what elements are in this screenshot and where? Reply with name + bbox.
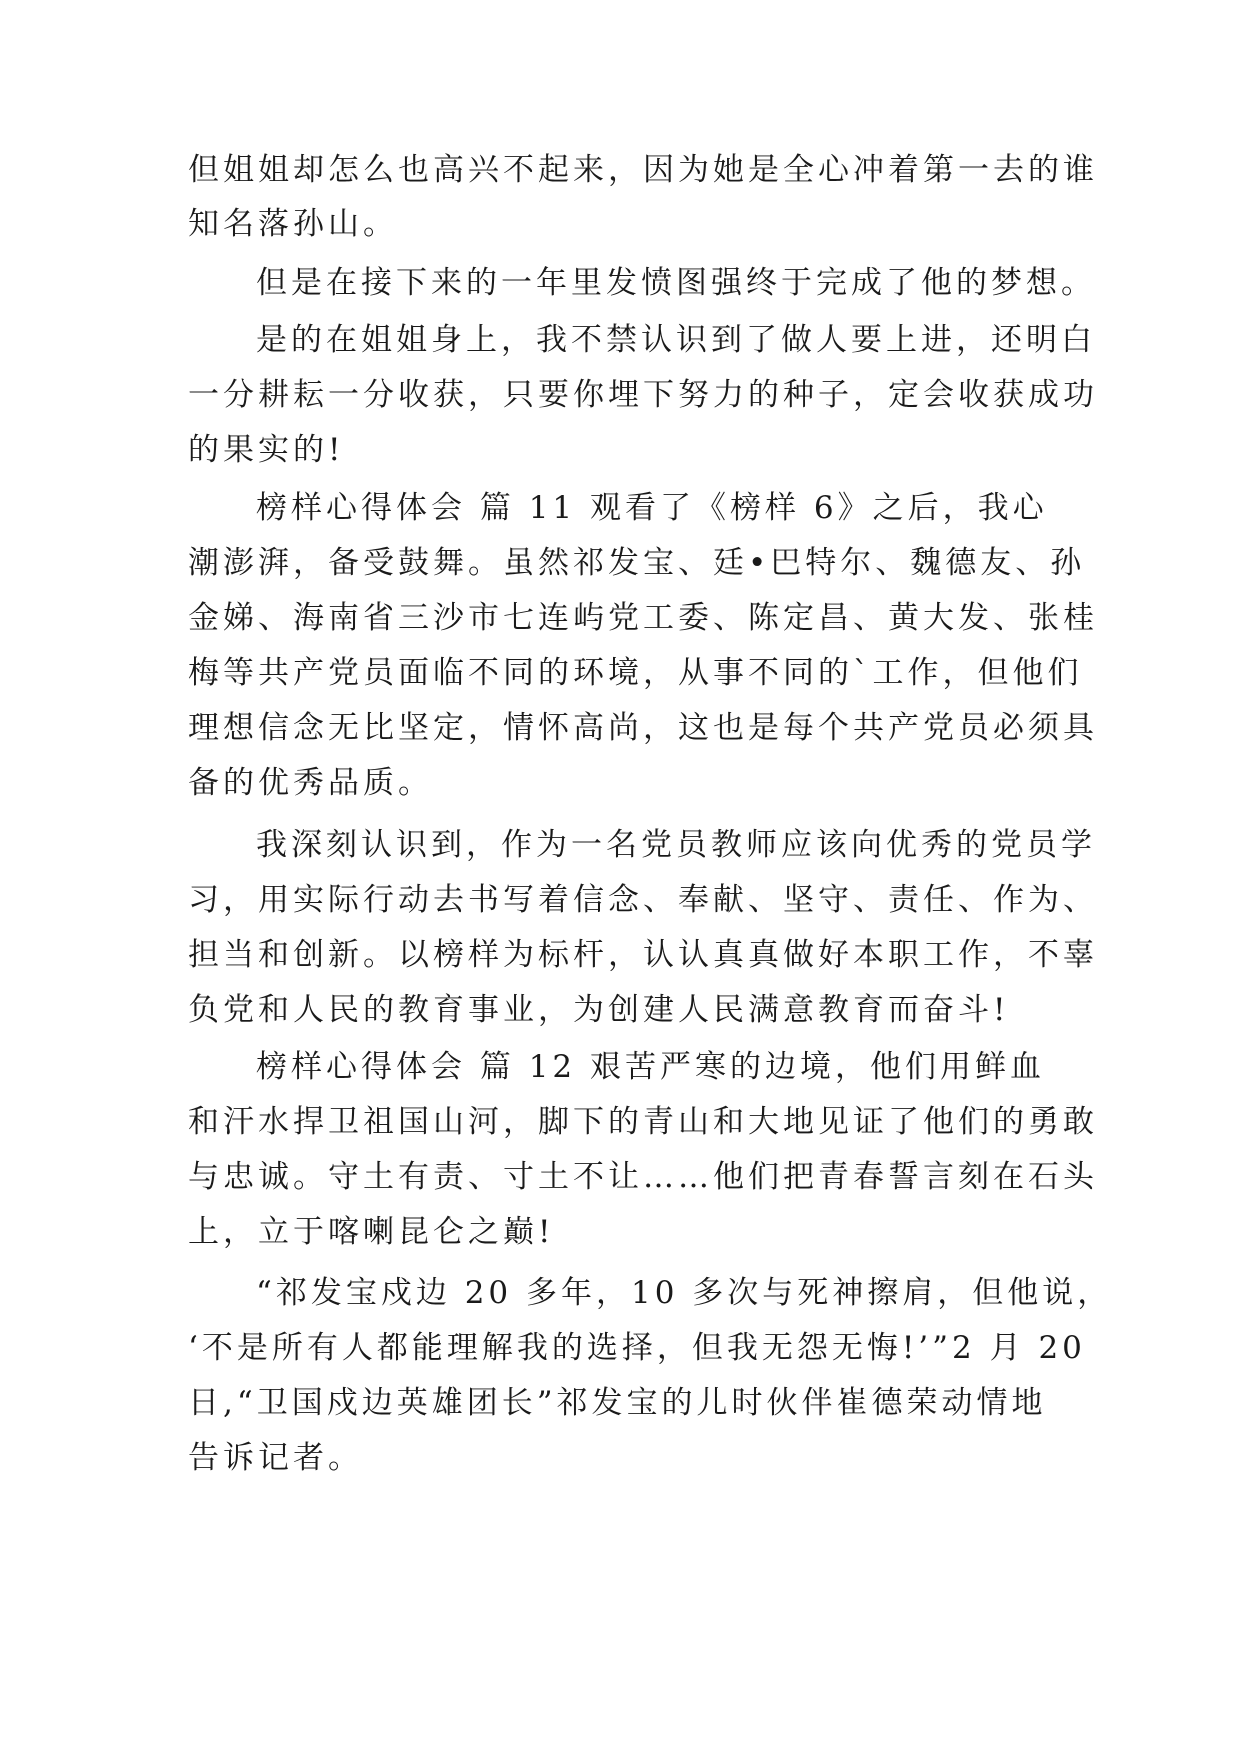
text-line: 负党和人民的教育事业，为创建人民满意教育而奋斗! <box>188 992 1010 1028</box>
text-line: 日,“卫国戍边英雄团长”祁发宝的儿时伙伴崔德荣动情地 <box>188 1385 1047 1421</box>
text-line: 潮澎湃，备受鼓舞。虽然祁发宝、廷•巴特尔、魏德友、孙 <box>188 545 1086 581</box>
text-line: 我深刻认识到，作为一名党员教师应该向优秀的党员学 <box>256 827 1096 863</box>
text-line: 梅等共产党员面临不同的环境，从事不同的`工作，但他们 <box>188 655 1083 691</box>
text-line: 榜样心得体会 篇 11 观看了《榜样 6》之后，我心 <box>256 490 1048 526</box>
text-line: 和汗水捍卫祖国山河，脚下的青山和大地见证了他们的勇敢 <box>188 1104 1098 1140</box>
text-line: ‘不是所有人都能理解我的选择，但我无怨无悔!’”2 月 20 <box>188 1330 1086 1366</box>
text-line: 是的在姐姐身上，我不禁认识到了做人要上进，还明白 <box>256 322 1096 358</box>
text-line: 上，立于喀喇昆仑之巅! <box>188 1214 555 1250</box>
text-line: 备的优秀品质。 <box>188 765 433 801</box>
text-line: 一分耕耘一分收获，只要你埋下努力的种子，定会收获成功 <box>188 377 1098 413</box>
text-line: 理想信念无比坚定，情怀高尚，这也是每个共产党员必须具 <box>188 710 1098 746</box>
text-line: 的果实的! <box>188 432 345 468</box>
text-line: “祁发宝戍边 20 多年，10 多次与死神擦肩，但他说， <box>256 1275 1113 1311</box>
text-line: 但姐姐却怎么也高兴不起来，因为她是全心冲着第一去的谁 <box>188 152 1098 188</box>
text-line: 告诉记者。 <box>188 1440 363 1476</box>
text-line: 习，用实际行动去书写着信念、奉献、坚守、责任、作为、 <box>188 882 1098 918</box>
text-line: 担当和创新。以榜样为标杆，认认真真做好本职工作，不辜 <box>188 937 1098 973</box>
text-line: 但是在接下来的一年里发愤图强终于完成了他的梦想。 <box>256 265 1096 301</box>
text-line: 知名落孙山。 <box>188 206 398 242</box>
text-line: 榜样心得体会 篇 12 艰苦严寒的边境，他们用鲜血 <box>256 1049 1046 1085</box>
text-line: 金娣、海南省三沙市七连屿党工委、陈定昌、黄大发、张桂 <box>188 600 1098 636</box>
text-line: 与忠诚。守土有责、寸土不让……他们把青春誓言刻在石头 <box>188 1159 1098 1195</box>
